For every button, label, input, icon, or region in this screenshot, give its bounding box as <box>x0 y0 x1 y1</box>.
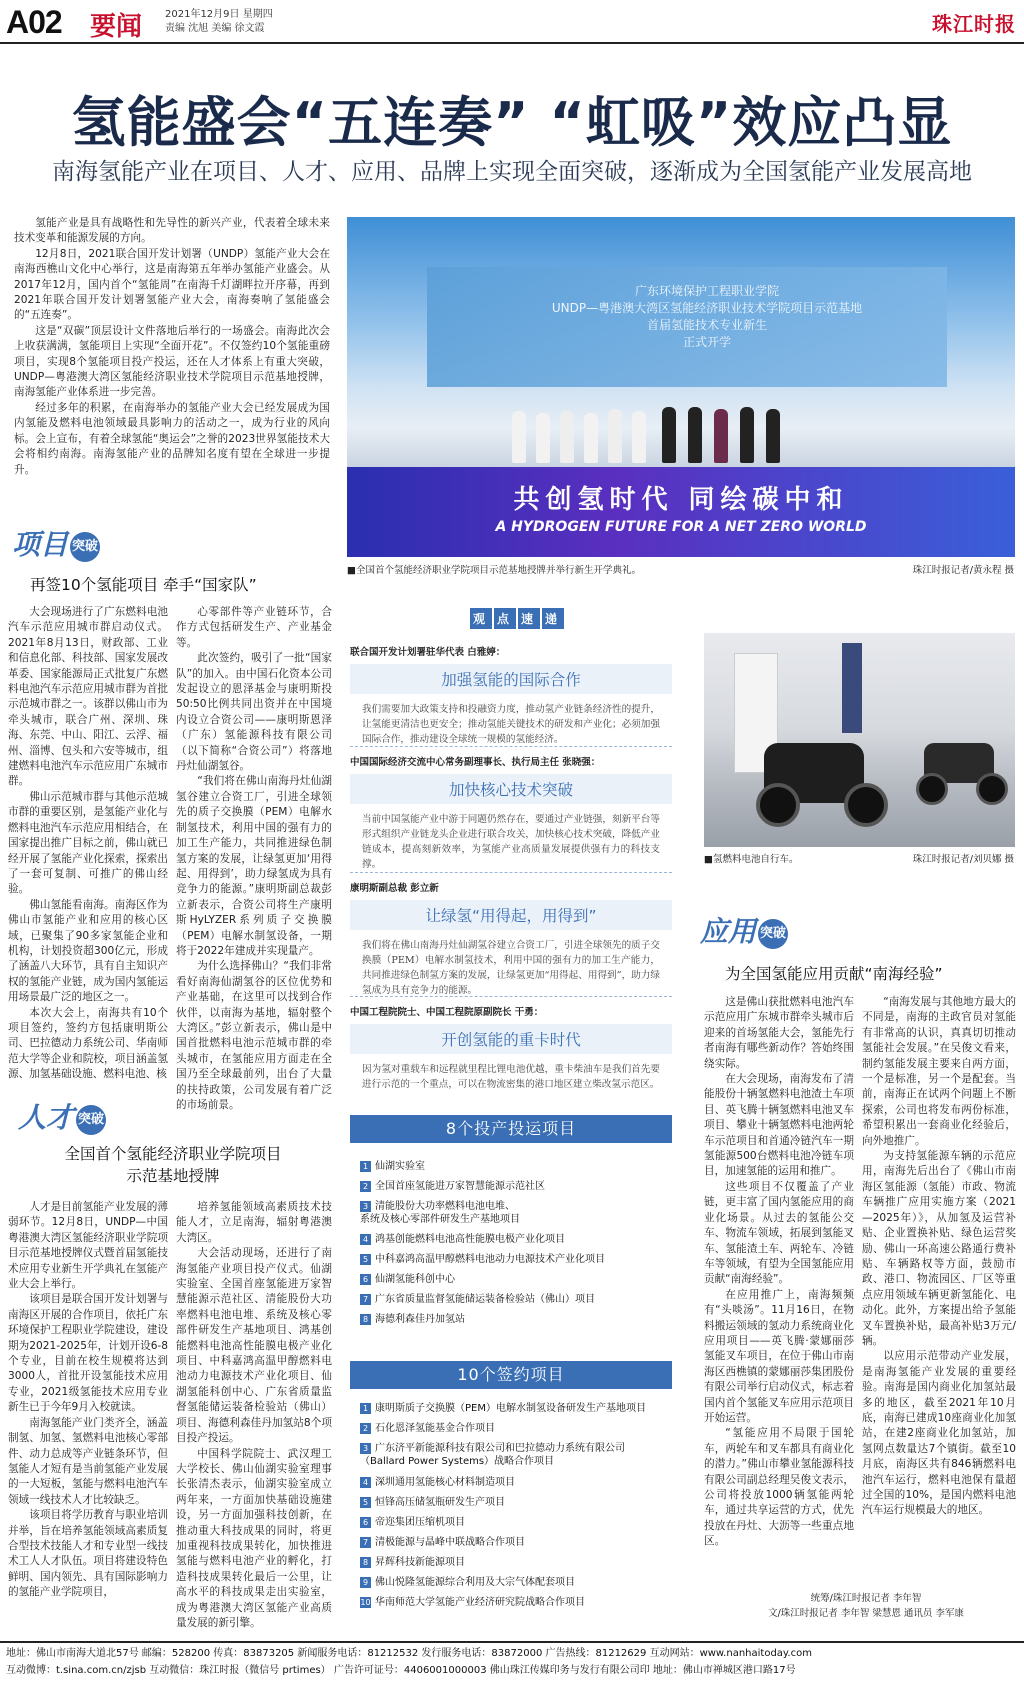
wheel <box>976 773 1008 805</box>
sign-item <box>360 1516 670 1529</box>
item-text: 康明斯质子交换膜（PEM）电解水制氢设备研发生产基地项目 <box>375 1403 646 1414</box>
item-text: 石化恩泽氢能基金合作项目 <box>375 1423 495 1434</box>
item-number: 5 <box>360 1497 371 1508</box>
intro-paragraph: 12月8日，2021联合国开发计划署（UNDP）氢能产业大会在南海西樵山文化中心举行，这是南海第五年举办氢能产业盛会。从2017年12月，国内首个“氢能周”在南海千灯湖畔拉开序幕，再到2021年联合国开发计划署氢能产业大会，南海奏响了氢能盛会的“五连奏”。 <box>14 247 330 322</box>
project-col-2 <box>176 605 332 1111</box>
project-section-head <box>12 523 100 563</box>
view-item <box>350 880 672 998</box>
paper-logo: 珠江时报 <box>932 12 1016 36</box>
sign-item <box>360 1422 670 1435</box>
hero-credit: 珠江时报记者/黄永程 摄 <box>912 565 1014 576</box>
intro-text <box>14 216 330 496</box>
project-col-1 <box>8 605 168 1081</box>
item-text: 华南师范大学氢能产业经济研究院战略合作项目 <box>375 1597 585 1608</box>
application-col-2 <box>862 995 1016 1555</box>
person <box>632 411 646 463</box>
paragraph: 佛山氢能看南海。南海区作为佛山市氢能产业和应用的核心区域，已聚集了90多家氢能企业和机构，计划投资超300亿元，形成了涵盖八大环节，具有自主知识产权的氢能产业链，成为国内氢能运用场景最广泛的地区之一。 <box>8 898 168 1004</box>
views-label <box>470 608 566 629</box>
views-label-char: 观 <box>470 608 492 629</box>
item-text: 仙湖氢能科创中心 <box>375 1274 455 1285</box>
paragraph: 该项目是联合国开发计划署与南海区开展的合作项目，依托广东环境保护工程职业学院建设，建设期为2021-2025年，计划开设6-8个专业，目前在校生规模将达到3000人，首批开设氢能技术应用专业，2021级氢能技术应用专业新生已于今年9月入校就读。 <box>8 1293 168 1414</box>
sign-item <box>360 1536 670 1549</box>
page-number: A02 <box>6 4 62 40</box>
item-number: 10 <box>360 1597 371 1607</box>
talent-section-head <box>18 1096 106 1136</box>
sign-item <box>360 1442 670 1468</box>
section-head-text: 应用 <box>700 915 757 948</box>
bike-caption: ■氢燃料电池自行车。 <box>704 854 799 865</box>
view-body: 当前中国氢能产业中游于同题仍然存在，要通过产业链强，刻新平台等形式组织产业链龙头企业进行联合攻关，加快核心技术突破，降低产业链成本，提高刻新效率，为氢能产业高质量发展提供强有力的科技支撑。 <box>362 814 660 870</box>
item-text: 鸿基创能燃料电池高性能膜电极产业化项目 <box>375 1234 565 1245</box>
view-speaker: 康明斯副总裁 彭立新 <box>350 883 439 894</box>
item-text: 帝迩集团压缩机项目 <box>375 1517 465 1528</box>
person <box>766 409 780 463</box>
section-badge: 突破 <box>70 532 100 562</box>
stage-slogan-en: A HYDROGEN FUTURE FOR A NET ZERO WORLD <box>495 519 867 535</box>
editors: 责编 沈旭 美编 徐文霞 <box>165 23 265 34</box>
sign-list-title: 10个签约项目 <box>350 1361 672 1389</box>
hero-photo <box>347 217 1015 557</box>
page-subheadline: 南海氢能产业在项目、人才、应用、品牌上实现全面突破，逐渐成为全国氢能产业发展高地 <box>52 159 972 185</box>
intro-paragraph: 这是“双碳”顶层设计文件落地后举行的一场盛会。南海此次会上收获满满，氢能项目上实现“全面开花”。不仅签约10个氢能重磅项目，实现8个氢能项目投产投运，还在人才体系上有重大突破，UNDP—粤港澳大湾区氢能经济职业技术学院项目示范基地授牌，南海氢能产业体系进一步完善。 <box>14 324 330 399</box>
view-item <box>350 644 672 747</box>
view-item <box>350 754 672 872</box>
item-number: 3 <box>360 1443 371 1454</box>
intro-paragraph: 经过多年的积累，在南海举办的氢能产业大会已经发展成为国内氢能及燃料电池领域最具影响力的活动之一，成为行业的风向标。会上宣布，有着全球氢能“奥运会”之誉的2023世界氢能技术大会将相约南海。南海氢能产业的品牌知名度有望在全球进一步提升。 <box>14 401 330 476</box>
page-footer <box>0 1641 1024 1681</box>
application-title: 为全国氢能应用贡献“南海经验” <box>725 965 943 983</box>
person <box>662 407 676 463</box>
section-head-text: 项目 <box>12 528 69 561</box>
talent-title: 全国首个氢能经济职业学院项目 示范基地授牌 <box>64 1145 282 1185</box>
paragraph: “我们将在佛山南海丹灶仙湖氢谷建立合资工厂，引进全球领先的质子交换膜（PEM）电解水制氢技术，利用中国的强有力的加工生产能力，共同推进绿色制氢方案的发展，让绿氢更加‘用得起、用得到’，助力绿氢成为具有竞争力的能源。”康明斯副总裁彭立新表示，合资公司将生产康明斯HyLYZER系列质子交换膜（PEM）电解水制氢设备，一期将于2022年建成并实现量产。 <box>176 775 332 957</box>
launch-item <box>360 1273 670 1286</box>
item-number: 5 <box>360 1254 371 1265</box>
paragraph: 此次签约，吸引了一批“国家队”的加入。由中国石化资本公司发起设立的恩泽基金与康明斯投50:50比例共同出资并在中国境内设立合资公司——康明斯恩泽（广东）氢能源科技有限公司（以下简称“合资公司”）将落地丹灶仙湖氢谷。 <box>176 652 332 773</box>
sign-item <box>360 1596 670 1609</box>
paragraph: 这是佛山获批燃料电池汽车示范应用广东城市群牵头城市后迎来的首场氢能大会，氢能先行者南海有哪些新动作？答始终围绕实际。 <box>704 996 854 1070</box>
view-body: 因为氢对重载车和远程就里程比锂电池优越，重卡柴油车是我们首先要进行示范的一个重点，可以在物流密集的港口地区建立柴改氢示范区。 <box>362 1064 660 1090</box>
issue-date: 2021年12月9日 星期四 <box>165 9 273 20</box>
paragraph: 这些项目不仅覆盖了产业链，更丰富了国内氢能应用的商业化场景。从过去的氢能公交车、物流车领域，拓展到氢能叉车、氢能渣土车、两轮车、冷链车等领域，有望为全国氢能应用贡献“南海经验”。 <box>704 1180 854 1286</box>
masthead <box>0 0 1024 44</box>
page-headline: 氢能盛会“五连奏” “虹吸”效应凸显 <box>71 91 953 154</box>
crowd-silhouette <box>512 407 892 467</box>
person <box>560 411 574 463</box>
view-title: 开创氢能的重卡时代 <box>350 1024 672 1054</box>
footer-line: 互动微博：t.sina.com.cn/zjsb 互动微信：珠江时报（微信号 prtimes） 广告许可证号：4406001000003 佛山珠江传媒印务与发行有限公司印 地址：佛山市禅城区港口路17号 <box>6 1665 796 1676</box>
sign-item <box>360 1556 670 1569</box>
paragraph: 为什么选择佛山？“我们非常看好南海仙湖氢谷的区位优势和产业基础，在这里可以找到合作伙伴，以南海为基地，辐射整个大湾区。”彭立新表示，佛山是中国首批燃料电池示范城市群的牵头城市，在氢能应用方面走在全国乃至全球最前列，出台了大量的扶持政策，公司发展有着广泛的市场前景。 <box>176 960 332 1111</box>
paragraph: 心零部件等产业链环节，合作方式包括研发生产、产业基金等。 <box>176 606 332 649</box>
footer-line: 地址：佛山市南海大道北57号 邮编：528200 传真：83873205 新闻服务电话：81212532 发行服务电话：83872000 广告热线：81212629 互动网站：www.nanhaitoday.com <box>6 1648 812 1659</box>
launch-item <box>360 1160 670 1173</box>
views-label-char: 速 <box>518 608 540 629</box>
item-text: 广东省质量监督氢能储运装备检验站（佛山）项目 <box>375 1294 595 1305</box>
paragraph: 在大会现场，南海发布了清能股份十辆氢燃料电池渣土车项目、英飞腾十辆氢燃料电池叉车项目、攀业十辆氢燃料电池两轮车示范项目和首通冷链汽车一期氢能源500台燃料电池冷链车项目，加速氢能的运用和推广。 <box>704 1073 854 1178</box>
wheel <box>756 783 800 827</box>
item-text: 恒锋高压储氢瓶研发生产项目 <box>375 1497 505 1508</box>
issue-meta <box>165 8 273 36</box>
view-speaker: 中国工程院院士、中国工程院原副院长 干勇： <box>350 1007 544 1018</box>
section-head-text: 人才 <box>18 1101 75 1134</box>
divider <box>350 872 672 873</box>
section-badge: 突破 <box>76 1105 106 1135</box>
item-number: 8 <box>360 1314 371 1325</box>
paragraph: 为支持氢能源车辆的示范应用，南海先后出台了《佛山市南海区氢能源（氢能）市政、物流车辆推广应用实施方案（2021—2025年）》，从加氢及运营补贴、企业置换补贴、绿色运营奖励、佛山一环高速公路通行费补贴、车辆路权等方面，鼓励市政、港口、物流园区、厂区等重点应用领域车辆更新氢能化、电动化。此外，方案提出给予氢能叉车置换补贴，最高补贴3万元/辆。 <box>862 1150 1016 1347</box>
views-label-char: 递 <box>542 608 564 629</box>
person <box>584 413 598 463</box>
view-body: 我们需要加大政策支持和投融资力度，推动氢产业链条经济性的提升，让氢能更清洁也更安全；推动氢能关键技术的研发和产业化；必须加强国际合作，推动建设全球统一规模的氢能经济。 <box>362 704 660 745</box>
application-section-head <box>700 910 788 950</box>
item-number: 1 <box>360 1403 371 1414</box>
paragraph: “南海发展与其他地方最大的不同是，南海的主政官员对氢能有非常高的认识，真真切切推动氢能社会发展。”在吴俊文看来，制约氢能发展主要来自两方面，一个是标准，另一个是配套。当前，南海正在试两个问题上不断探索，公司也将发布两份标准，希望积累出一套商业化经验后，向外地推广。 <box>862 996 1016 1147</box>
item-text: 仙湖实验室 <box>375 1161 425 1172</box>
talent-col-1 <box>8 1200 168 1632</box>
view-speaker: 联合国开发计划署驻华代表 白雅婷： <box>350 647 506 658</box>
person <box>608 409 622 463</box>
item-number: 2 <box>360 1181 371 1192</box>
project-title: 再签10个氢能项目 牵手“国家队” <box>30 576 257 594</box>
bike-photo <box>704 633 1015 847</box>
item-text: 佛山悦隆氢能源综合利用及大宗气体配套项目 <box>375 1577 575 1588</box>
item-number: 7 <box>360 1537 371 1548</box>
item-text: 深圳通用氢能核心材料制造项目 <box>375 1477 515 1488</box>
application-col-1 <box>704 995 854 1555</box>
sign-item <box>360 1576 670 1589</box>
hero-caption: ■全国首个氢能经济职业学院项目示范基地授牌并举行新生开学典礼。 <box>347 565 641 576</box>
divider <box>350 996 672 997</box>
wheel <box>916 773 948 805</box>
item-text: 中科嘉鸿高温甲醇燃料电池动力电源技术产业化项目 <box>375 1254 605 1265</box>
launch-item <box>360 1200 670 1226</box>
item-number: 4 <box>360 1234 371 1245</box>
stage-slogan: 共创氢时代 同绘碳中和 <box>513 485 849 515</box>
launch-item <box>360 1253 670 1266</box>
paragraph: 大会活动现场，还进行了南海氢能产业项目投产仪式。仙湖实验室、全国首座氢能进万家智慧能源示范社区、清能股份大功率燃料电池电堆、系统及核心零部件研发生产基地项目、鸿基创能燃料电池高性能膜电极产业化项目、中科嘉鸿高温甲醇燃料电池动力电源技术产业化项目、仙湖氢能科创中心、广东省质量监督氢能储运装备检验站（佛山）项目、海德利森佳丹加氢站8个项目投产投运。 <box>176 1247 332 1445</box>
item-number: 8 <box>360 1557 371 1568</box>
divider <box>350 746 672 747</box>
wheel <box>844 783 888 827</box>
launch-item <box>360 1313 670 1326</box>
paragraph: 以应用示范带动产业发展，是南海氢能产业发展的重要经验。南海是国内商业化加氢站最多的地区，截至2021年10月底，南海已建成10座商业化加氢站，在建2座商业化加氢站，加氢网点数量达7个镇街。截至10月底，南海区共有846辆燃料电池汽车运行，燃料电池保有量超过全国的10%，是国内燃料电池汽车运行规模最大的地区。 <box>862 1350 1016 1517</box>
view-title: 让绿氢“用得起，用得到” <box>350 900 672 930</box>
person <box>512 411 526 463</box>
person <box>536 413 550 463</box>
paragraph: 南海氢能产业门类齐全，涵盖制氢、加氢、氢燃料电池核心零部件、动力总成等产业链条环节，但氢能人才短有是当前氢能产业发展的一大短板，氢能与燃料电池汽车领域一线技术人才比较缺乏。 <box>8 1416 168 1506</box>
paragraph: 该项目将学历教育与职业培训并举，旨在培养氢能领域高素质复合型技术技能人才和专业型一线技术工人人才队伍。项目将建设特色鲜明、国内领先、具有国际影响力的氢能产业学院项目， <box>8 1509 168 1599</box>
backdrop-text: 广东环境保护工程职业学院 UNDP—粤港澳大湾区氢能经济职业技术学院项目示范基地 首届氢能技术专业新生 正式开学 <box>551 284 863 349</box>
intro-paragraph: 氢能产业是具有战略性和先导性的新兴产业，代表着全球未来技术变革和能源发展的方向。 <box>14 217 330 245</box>
banner-stand <box>842 643 862 733</box>
launch-list-title: 8个投产投运项目 <box>350 1115 672 1143</box>
item-number: 7 <box>360 1294 371 1305</box>
section-badge: 突破 <box>758 919 788 949</box>
view-item <box>350 1004 672 1092</box>
item-number: 2 <box>360 1423 371 1434</box>
item-text: 昇辉科技新能源项目 <box>375 1557 465 1568</box>
sign-item <box>360 1402 670 1415</box>
bike-credit: 珠江时报记者/刘贝娜 摄 <box>912 854 1014 865</box>
talent-col-2 <box>176 1200 332 1632</box>
launch-item <box>360 1233 670 1246</box>
item-text: 广东济平新能源科技有限公司和巴拉德动力系统有限公司 （Ballard Power Systems）战略合作项目 <box>360 1443 625 1467</box>
item-number: 6 <box>360 1517 371 1528</box>
paragraph: 中国科学院院士、武汉理工大学校长、佛山仙湖实验室理事长张清杰表示，仙湖实验室成立两年来，一方面加快基础设施建设，另一方面加强科技创新，在推动重大科技成果的同时，将更加重视科技成果转化，加快推进氢能与燃料电池产业的孵化，打造科技成果转化最后一公里，让高水平的科技成果走出实验室，成为粤港澳大湾区氢能产业高质量发展的新引擎。 <box>176 1447 332 1629</box>
views-label-char: 点 <box>494 608 516 629</box>
item-number: 9 <box>360 1577 371 1588</box>
person <box>714 409 728 463</box>
person <box>688 407 702 463</box>
paragraph: 佛山示范城市群与其他示范城市群的重要区别，是氢能产业化与燃料电池汽车示范应用相结合，在国家提出推广目标之前，佛山就已经开展了氢能产业化探索，探索出了一套可复制、可推广的佛山经验。 <box>8 790 168 896</box>
item-text: 海德利森佳丹加氢站 <box>375 1314 465 1325</box>
view-title: 加快核心技术突破 <box>350 774 672 804</box>
article-credits: 统筹/珠江时报记者 李年智 文/珠江时报记者 李年智 梁慧恩 通讯员 李军康 <box>768 1593 964 1619</box>
item-number: 1 <box>360 1161 371 1172</box>
view-body: 我们将在佛山南海丹灶仙湖氢谷建立合资工厂，引进全球领先的质子交换膜（PEM）电解水制氢技术，利用中国的强有力的加工生产能力，共同推进绿色制氢方案的发展，让绿氢更加“用得起、用得到”，助力绿氢成为具有竞争力的能源。 <box>362 940 660 996</box>
sign-item <box>360 1476 670 1489</box>
paragraph: 大会现场进行了广东燃料电池汽车示范应用城市群启动仪式。2021年8月13日，财政部、工业和信息化部、科技部、国家发展改革委、国家能源局正式批复广东燃料电池汽车示范应用城市群为首批示范城市群之一。该群以佛山市为牵头城市，联合广州、深圳、珠海、东莞、中山、阳江、云浮、福州、淄博、包头和六安等城市，组建燃料电池汽车示范应用广东城市群。 <box>8 606 168 788</box>
person <box>740 407 754 463</box>
paragraph: 培养氢能领域高素质技术技能人才，立足南海，辐射粤港澳大湾区。 <box>176 1201 332 1244</box>
paragraph: 本次大会上，南海共有10个项目签约，签约方包括康明斯公司、巴拉德动力系统公司、华南师范大学等企业和院校，项目涵盖氢源、加氢基础设施、燃料电池、核 <box>8 1006 168 1081</box>
item-number: 3 <box>360 1201 371 1212</box>
item-number: 6 <box>360 1274 371 1285</box>
item-number: 4 <box>360 1477 371 1488</box>
paragraph: 在应用推广上，南海频频有“头啖汤”。11月16日，在物料搬运领域的氢动力系统商业化应用项目——英飞腾·蒙娜丽莎氢能叉车项目，在位于佛山市南海区西樵镇的蒙娜丽莎集团股份有限公司举行启动仪式，标志着国内首个氢能叉车应用示范项目开始运营。 <box>704 1288 854 1424</box>
item-text: 清能股份大功率燃料电池电堆、 系统及核心零部件研发生产基地项目 <box>360 1201 520 1225</box>
item-text: 全国首座氢能进万家智慧能源示范社区 <box>375 1181 545 1192</box>
sign-item <box>360 1496 670 1509</box>
launch-item <box>360 1180 670 1193</box>
view-title: 加强氢能的国际合作 <box>350 664 672 694</box>
item-text: 清极能源与晶峰中联战略合作项目 <box>375 1537 525 1548</box>
view-speaker: 中国国际经济交流中心常务副理事长、执行局主任 张晓强： <box>350 757 601 768</box>
paragraph: “氢能应用不局限于国轮车，两轮车和叉车都具有商业化的潜力。”佛山市攀业氢能源科技有限公司副总经理吴俊文表示，公司将投放1000辆氢能两轮车，通过共享运营的方式，优先投放在丹灶、大沥等一些重点地区。 <box>704 1427 854 1548</box>
paragraph: 人才是目前氢能产业发展的薄弱环节。12月8日，UNDP—中国粤港澳大湾区氢能经济职业学院项目示范基地授牌仪式暨首届氢能技术应用专业新生开学典礼在氢能产业大会上举行。 <box>8 1201 168 1291</box>
column-name: 要闻 <box>90 12 143 42</box>
launch-item <box>360 1293 670 1306</box>
